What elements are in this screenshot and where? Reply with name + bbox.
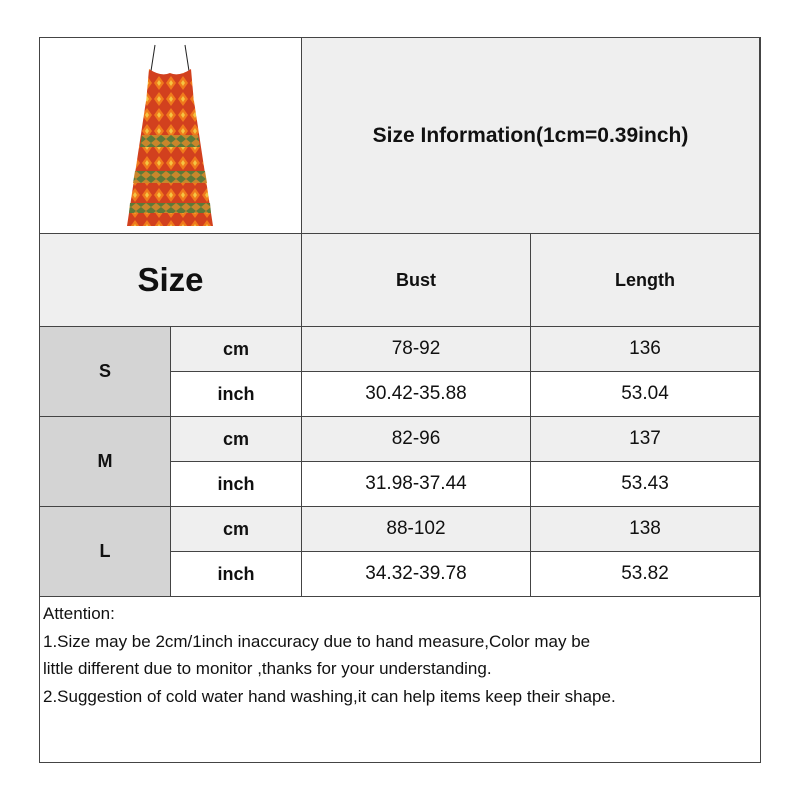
bust-value: 78-92 <box>391 338 441 359</box>
table-row <box>171 372 302 417</box>
bust-value: 30.42-35.88 <box>365 383 467 404</box>
size-chart <box>39 37 761 763</box>
attention-heading: Attention: <box>43 604 115 623</box>
size-label-cell <box>40 417 171 507</box>
size-label-cell <box>40 507 171 597</box>
length-value: 53.04 <box>621 383 669 404</box>
length-header-cell <box>531 234 760 327</box>
bust-value-cell <box>302 327 531 372</box>
unit-label: inch <box>217 563 255 584</box>
table-row <box>171 327 302 372</box>
unit-label: inch <box>217 383 255 404</box>
bust-value: 34.32-39.78 <box>365 563 467 584</box>
length-value-cell <box>531 417 760 462</box>
length-value-cell <box>531 372 760 417</box>
size-header: Size <box>137 261 204 298</box>
size-information-title: Size Information(1cm=0.39inch) <box>372 123 689 147</box>
table-row <box>171 552 302 597</box>
size-header-cell <box>40 234 302 327</box>
length-value: 137 <box>629 428 661 449</box>
bust-value-cell <box>302 417 531 462</box>
unit-label: cm <box>222 338 249 359</box>
table-row <box>171 417 302 462</box>
unit-label: cm <box>222 518 249 539</box>
length-value-cell <box>531 507 760 552</box>
size-label: L <box>99 541 111 561</box>
length-value-cell <box>531 327 760 372</box>
bust-value-cell <box>302 462 531 507</box>
attention-notes <box>40 598 760 712</box>
bust-value-cell <box>302 372 531 417</box>
attention-line: 2.Suggestion of cold water hand washing,it can help items keep their shape. <box>43 686 616 706</box>
size-information-title-cell <box>302 38 760 234</box>
bust-value: 88-102 <box>386 518 446 539</box>
table-row <box>171 507 302 552</box>
product-dress-image <box>81 43 257 228</box>
size-label: S <box>98 361 111 381</box>
length-value-cell <box>531 552 760 597</box>
bust-value: 31.98-37.44 <box>365 473 467 494</box>
unit-label: cm <box>222 428 249 449</box>
bust-value: 82-96 <box>391 428 441 449</box>
bust-header: Bust <box>396 269 436 290</box>
size-label: M <box>97 451 113 471</box>
attention-line: little different due to monitor ,thanks for your understanding. <box>43 659 492 678</box>
length-value-cell <box>531 462 760 507</box>
length-value: 138 <box>629 518 661 539</box>
product-image-cell <box>40 38 302 234</box>
length-value: 136 <box>629 338 661 359</box>
bust-value-cell <box>302 552 531 597</box>
length-value: 53.82 <box>621 563 669 584</box>
length-header: Length <box>615 269 675 290</box>
length-value: 53.43 <box>621 473 669 494</box>
table-row <box>171 462 302 507</box>
attention-line: 1.Size may be 2cm/1inch inaccuracy due to hand measure,Color may be <box>43 631 591 651</box>
unit-label: inch <box>217 473 255 494</box>
size-label-cell <box>40 327 171 417</box>
bust-header-cell <box>302 234 531 327</box>
bust-value-cell <box>302 507 531 552</box>
